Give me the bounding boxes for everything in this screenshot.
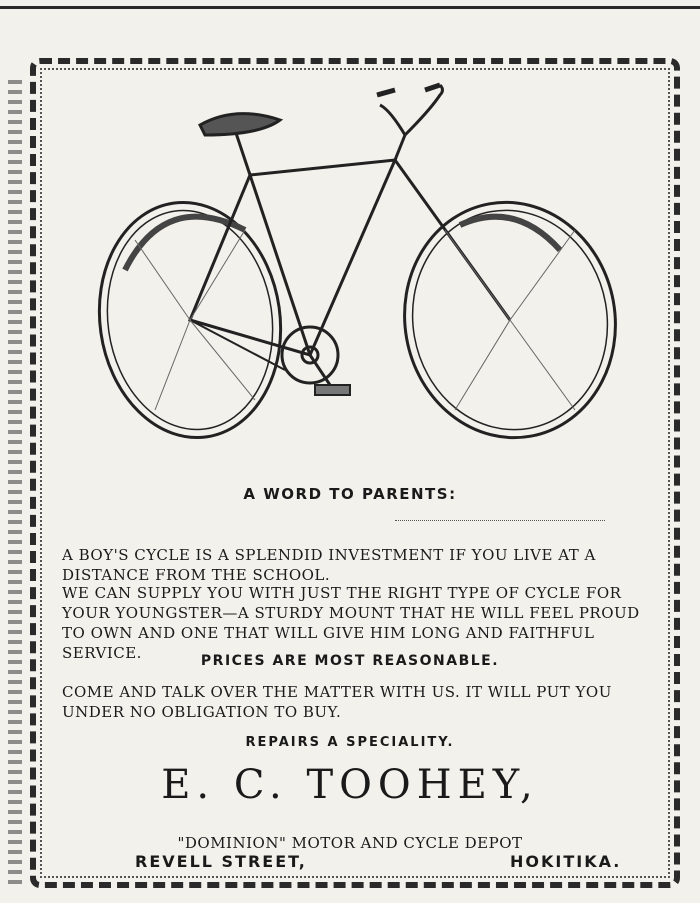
prices-heading: PRICES ARE MOST REASONABLE. [200, 653, 500, 669]
bicycle-illustration [95, 80, 625, 450]
paragraph-supply: WE CAN SUPPLY YOU WITH JUST THE RIGHT TYPE OF CYCLE FOR YOUR YOUNGSTER—A STURDY MOUNT THAT HE WILL FEEL PROUD TO OWN AND ONE THAT WILL GIVE HIM LONG AND FAITHFUL SERVICE. [62, 584, 640, 662]
depot-name: "DOMINION" MOTOR AND CYCLE DEPOT [177, 834, 523, 852]
paragraph-talk: COME AND TALK OVER THE MATTER WITH US. IT WILL PUT YOU UNDER NO OBLIGATION TO BUY. [62, 683, 612, 721]
town-name: HOKITIKA. [510, 852, 622, 871]
merchant-name: E. C. TOOHEY, [161, 762, 539, 808]
street-address: REVELL STREET, [135, 852, 307, 871]
repairs-heading: REPAIRS A SPECIALITY. [245, 735, 455, 750]
paragraph-investment: A BOY'S CYCLE IS A SPLENDID INVESTMENT IF YOU LIVE AT A DISTANCE FROM THE SCHOOL. [62, 546, 596, 584]
pedal [315, 385, 350, 395]
top-rule [0, 6, 700, 9]
front-wheel [386, 186, 625, 450]
heading-divider [395, 520, 605, 521]
advert-heading: A WORD TO PARENTS: [243, 485, 457, 503]
